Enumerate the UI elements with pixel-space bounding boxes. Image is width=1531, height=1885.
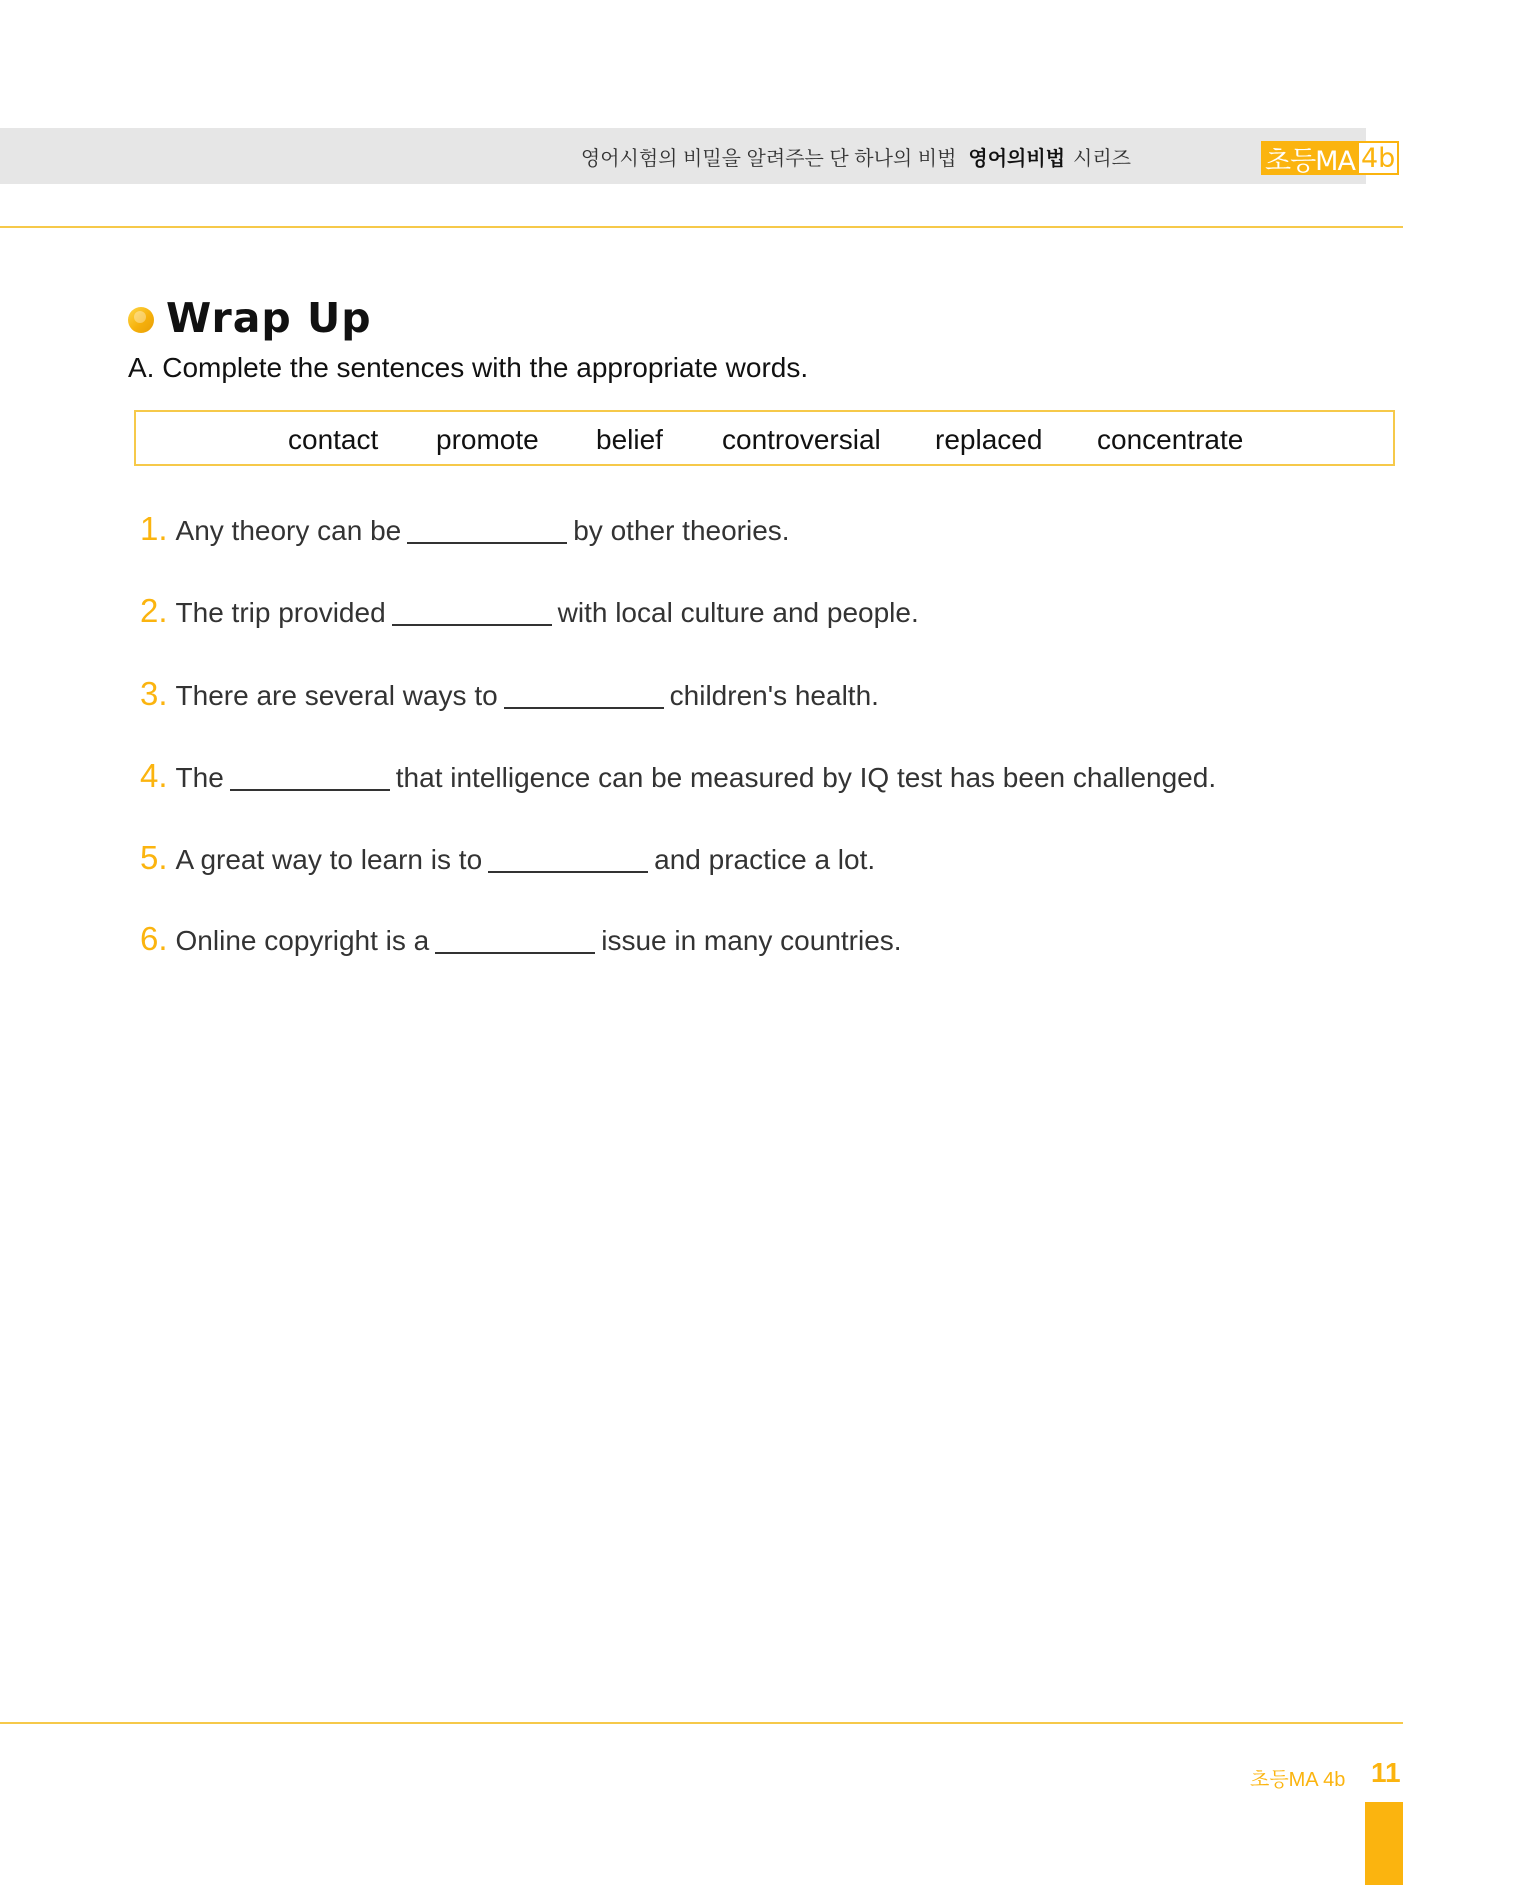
question-item: [140, 837, 875, 877]
word-bank-item: replaced: [935, 424, 1043, 455]
question-item: [140, 755, 1216, 795]
question-text-after: that intelligence can be measured by IQ test has been challenged.: [395, 762, 1217, 793]
question-item: [140, 918, 902, 958]
footer-color-tab: [1365, 1802, 1403, 1885]
question-text-after: with local culture and people.: [557, 597, 919, 628]
header-series-suffix: 시리즈: [1073, 147, 1131, 170]
question-item: [140, 590, 919, 630]
bullet-circle-icon: [128, 307, 154, 333]
word-bank-item: concentrate: [1097, 424, 1244, 455]
question-item: [140, 673, 879, 713]
question-text-before: Online copyright is a: [175, 925, 430, 956]
question-text-before: A great way to learn is to: [175, 844, 483, 875]
answer-blank[interactable]: [488, 841, 648, 873]
question-number: 3.: [140, 675, 168, 712]
question-text-before: There are several ways to: [175, 680, 498, 711]
section-title: Wrap Up: [166, 294, 372, 342]
answer-blank[interactable]: [230, 759, 390, 791]
question-text-after: issue in many countries.: [601, 925, 902, 956]
word-bank-item: contact: [288, 424, 379, 455]
question-text-before: Any theory can be: [175, 515, 402, 546]
question-number: 2.: [140, 592, 168, 629]
header-subtitle: 영어시험의 비밀을 알려주는 단 하나의 비법: [580, 147, 957, 170]
answer-blank[interactable]: [504, 677, 664, 709]
question-number: 4.: [140, 757, 168, 794]
top-divider: [0, 226, 1403, 228]
answer-blank[interactable]: [392, 594, 552, 626]
question-text-before: The: [175, 762, 224, 793]
question-text-after: and practice a lot.: [654, 844, 876, 875]
instruction-text: A. Complete the sentences with the appropriate words.: [128, 352, 809, 383]
word-bank-item: promote: [436, 424, 539, 455]
header-series-name: 영어의비법: [968, 147, 1066, 170]
question-number: 1.: [140, 510, 168, 547]
question-text-before: The trip provided: [175, 597, 386, 628]
question-text-after: children's health.: [669, 680, 879, 711]
question-text-after: by other theories.: [573, 515, 790, 546]
page-number: 11: [1371, 1757, 1401, 1788]
brand-badge: [1261, 141, 1399, 175]
footer-book-label: 초등MA 4b: [1250, 1769, 1346, 1791]
question-number: 6.: [140, 920, 168, 957]
question-number: 5.: [140, 839, 168, 876]
word-bank-item: controversial: [722, 424, 881, 455]
header-series-text: [581, 128, 1131, 184]
bottom-divider: [0, 1722, 1403, 1724]
answer-blank[interactable]: [407, 512, 567, 544]
brand-badge-level: 4b: [1359, 141, 1399, 175]
question-item: [140, 508, 790, 548]
brand-badge-main: 초등MA: [1261, 141, 1359, 175]
word-bank-item: belief: [596, 424, 663, 455]
answer-blank[interactable]: [435, 922, 595, 954]
